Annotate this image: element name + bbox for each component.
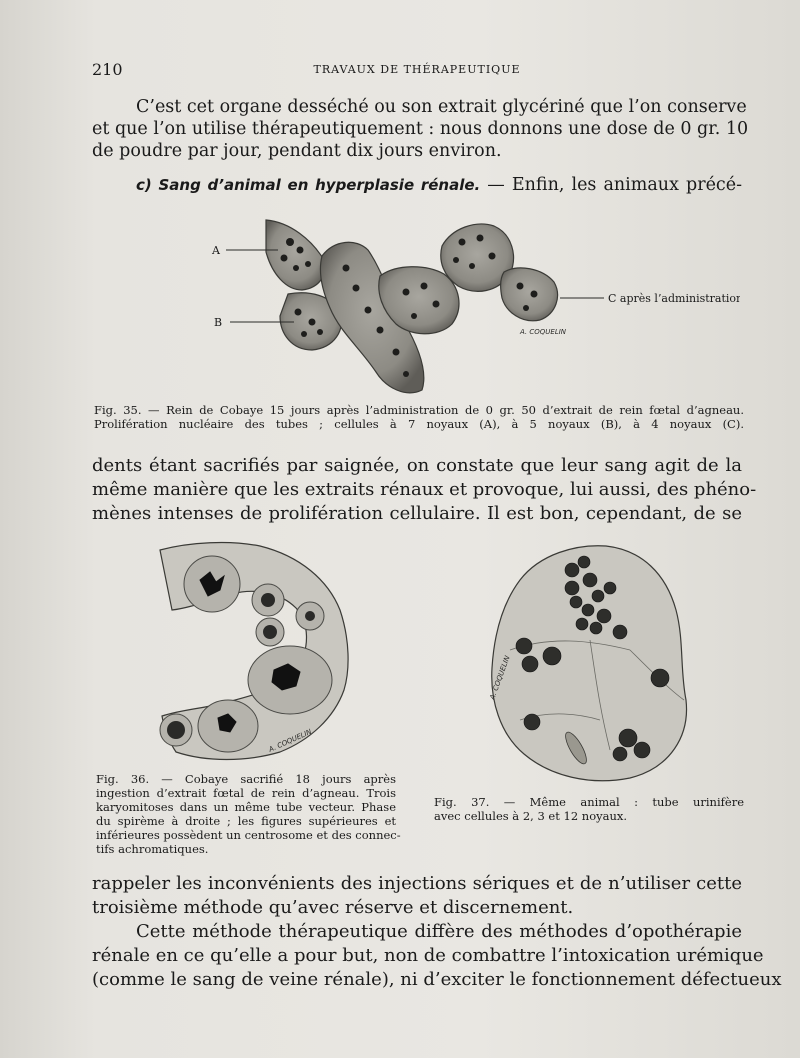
figure-35-caption xyxy=(94,403,744,431)
text-line xyxy=(92,174,742,196)
text-line: dents étant sacrifiés par saignée, on constate que leur sang agit de la xyxy=(92,455,742,476)
artist-signature: A. COQUELIN xyxy=(520,328,567,336)
figure-label-a: A xyxy=(212,244,220,257)
text-line: mènes intenses de prolifération cellulaire. Il est bon, cependant, de se xyxy=(92,503,742,524)
figure-35 xyxy=(200,212,740,397)
figure-label-b: B xyxy=(214,316,223,329)
figure-35-illustration xyxy=(200,212,740,397)
page-header xyxy=(92,60,742,80)
text-line: Cette méthode thérapeutique diffère des méthodes d’opothérapie xyxy=(136,921,742,942)
caption-line: Fig. 37. — Même animal : tube urinifère xyxy=(434,795,744,809)
text-line: C’est cet organe desséché ou son extrait glycériné que l’on conserve xyxy=(136,97,747,117)
paragraph-1 xyxy=(92,96,749,162)
running-head: TRAVAUX DE THÉRAPEUTIQUE xyxy=(313,63,521,76)
paragraph-2 xyxy=(92,174,742,196)
section-text: — Enfin, les animaux précé- xyxy=(480,175,743,195)
text-line: troisième méthode qu’avec réserve et discernement. xyxy=(92,897,574,918)
caption-line: Prolifération nucléaire des tubes ; cellules à 7 noyaux (A), à 5 noyaux (B), à 4 noyaux (C). xyxy=(94,417,744,431)
caption-line: ingestion d’extrait fœtal de rein d’agneau. Trois xyxy=(96,786,396,800)
caption-line: avec cellules à 2, 3 et 12 noyaux. xyxy=(434,809,628,823)
caption-line: inférieures possèdent un centrosome et des connec- xyxy=(96,828,401,842)
figure-36 xyxy=(150,540,360,765)
text-line: même manière que les extraits rénaux et provoque, lui aussi, des phéno- xyxy=(92,479,757,500)
text-line: rénale en ce qu’elle a pour but, non de combattre l’intoxication urémique xyxy=(92,945,764,966)
caption-line: du spirème à droite ; les figures supérieures et xyxy=(96,814,396,828)
paragraph-4 xyxy=(92,872,782,992)
figure-37 xyxy=(480,540,700,785)
text-line: de poudre par jour, pendant dix jours environ. xyxy=(92,141,502,161)
text-line: rappeler les inconvénients des injections sériques et de n’utiliser cette xyxy=(92,873,742,894)
section-label: c) Sang d’animal en hyperplasie rénale. xyxy=(136,176,481,194)
caption-line: karyomitoses dans un même tube vecteur. Phase xyxy=(96,800,396,814)
page-number: 210 xyxy=(92,60,123,79)
figure-label-c: C après l’administration xyxy=(608,292,740,305)
tissue-drawing xyxy=(266,220,558,393)
caption-line: Fig. 35. — Rein de Cobaye 15 jours après l’administration de 0 gr. 50 d’extrait de rein fœtal d’agneau. xyxy=(94,403,744,417)
figure-36-caption xyxy=(96,772,401,856)
figure-37-caption xyxy=(434,795,744,823)
text-line: (comme le sang de veine rénale), ni d’exciter le fonctionnement défectueux xyxy=(92,969,782,990)
text-line: et que l’on utilise thérapeutiquement : nous donnons une dose de 0 gr. 10 xyxy=(92,119,749,139)
paragraph-3 xyxy=(92,454,757,526)
artist-signature: A. COQUELIN xyxy=(267,727,313,754)
figure-37-illustration xyxy=(480,540,700,785)
figure-36-illustration xyxy=(150,540,360,765)
caption-line: tifs achromatiques. xyxy=(96,842,209,856)
caption-line: Fig. 36. — Cobaye sacrifié 18 jours après xyxy=(96,772,396,786)
artist-signature: A. COQUELIN xyxy=(488,654,512,701)
